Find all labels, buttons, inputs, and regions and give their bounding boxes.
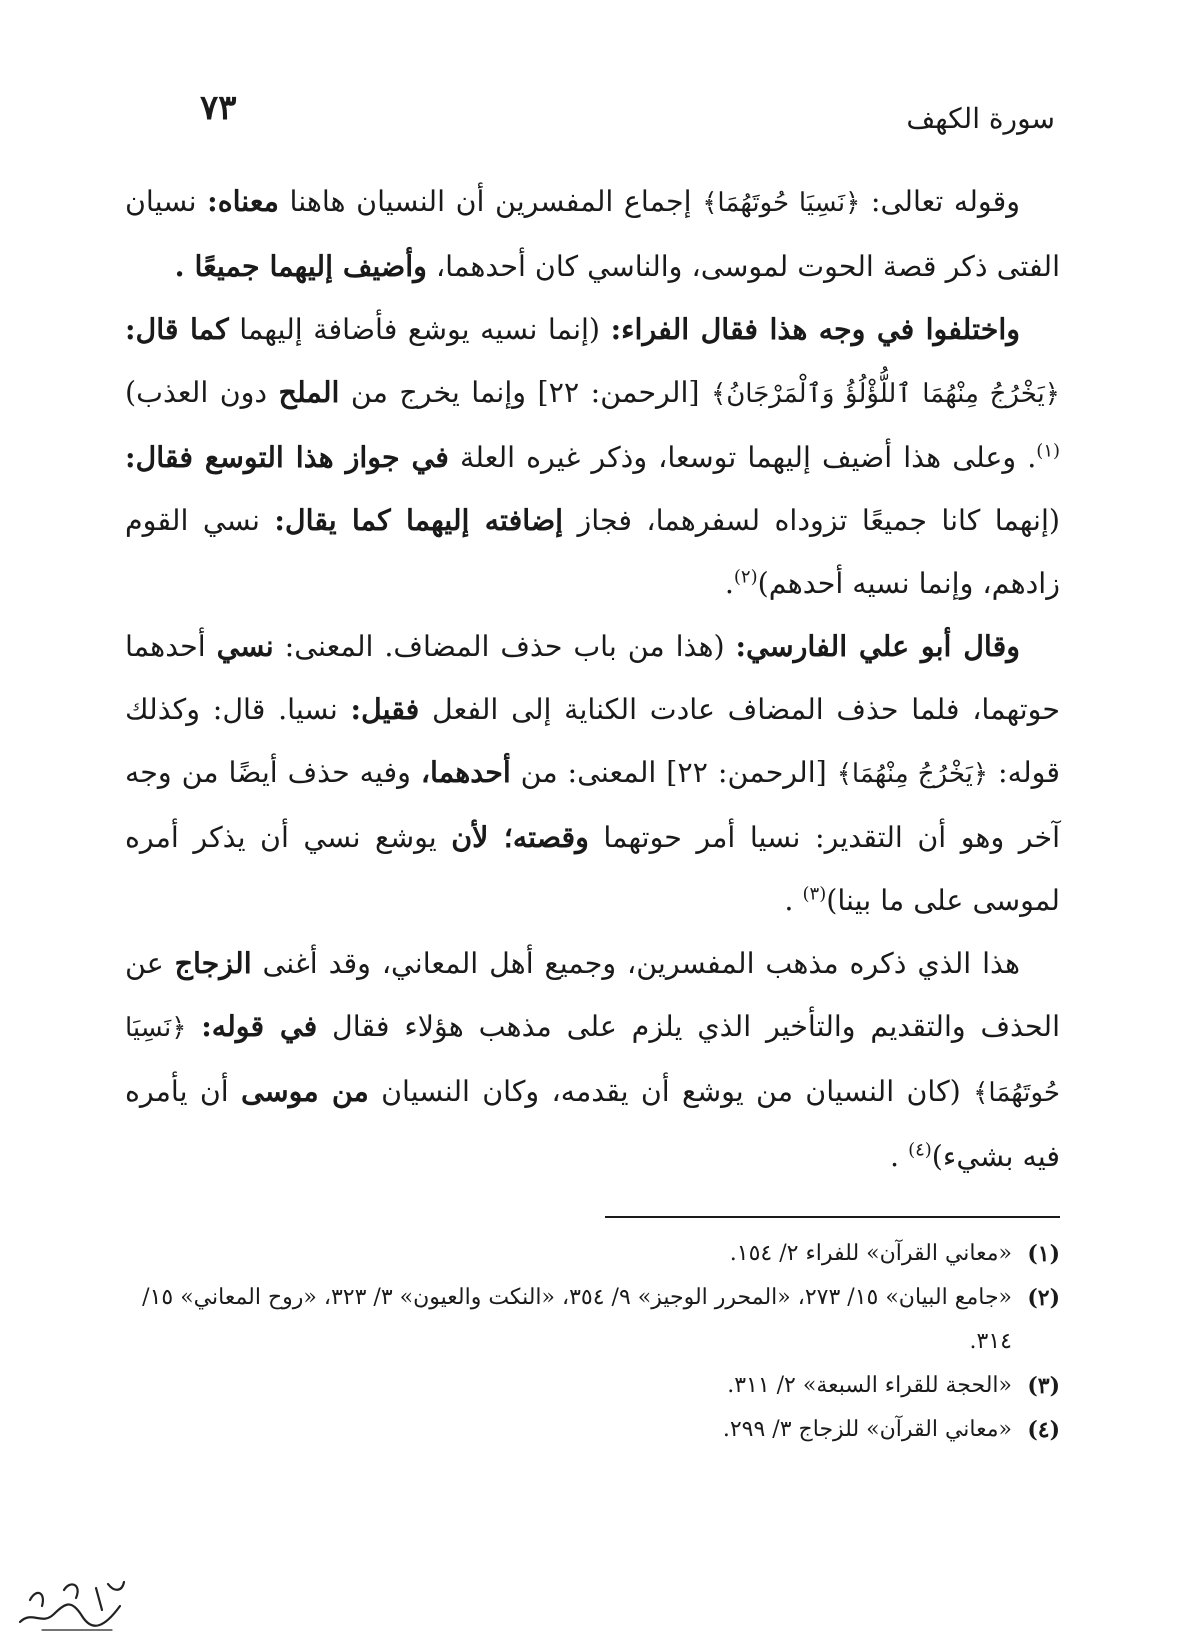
text-run: . — [724, 567, 734, 600]
lead-phrase: وقصته؛ لأن — [451, 820, 589, 854]
footnote-text: «الحجة للقراء السبعة» ٢/ ٣١١. — [727, 1373, 1012, 1398]
text-run: . وعلى هذا أضيف إليهما توسعا، وذكر غيره العلة — [448, 441, 1037, 474]
footnotes — [125, 1232, 1060, 1452]
lead-phrase: أحدهما، — [420, 755, 511, 789]
text-run: نسيا. قال: وكذلك قوله: — [125, 693, 1060, 789]
lead-phrase: واختلفوا في وجه هذا فقال الفراء: — [610, 312, 1020, 346]
lead-phrase: الزجاج — [174, 946, 252, 980]
body-text — [125, 170, 1060, 1188]
footnote-text: «جامع البيان» ١٥/ ٢٧٣، «المحرر الوجيز» ٩/ ٣٥٤، «النكت والعيون» ٣/ ٣٢٣، «روح المعاني» ١٥/ ٣١٤. — [142, 1285, 1012, 1354]
text-run: يوشع نسي أن يذكر أمره لموسى على ما بينا) — [125, 821, 1060, 917]
footnote-text: «معاني القرآن» للزجاج ٣/ ٢٩٩. — [722, 1417, 1012, 1442]
quran-verse: ﴿يَخْرُجُ مِنْهُمَا ٱللُّؤْلُؤُ وَٱلْمَرْجَانُ﴾ — [710, 379, 1060, 409]
footnote-reference: (٤) — [908, 1139, 932, 1161]
paragraph — [125, 298, 1060, 615]
text-run: [الرحمن: ٢٢] المعنى: من — [510, 756, 837, 789]
quran-verse: ﴿نَسِيَا حُوتَهُمَا﴾ — [702, 188, 861, 218]
footnote-item — [125, 1408, 1060, 1452]
text-run: . — [784, 884, 803, 917]
footnote-reference: (٣) — [802, 883, 827, 905]
lead-phrase: في جواز هذا التوسع فقال: — [125, 440, 449, 474]
text-run: أحدهما حوتهما، فلما حذف المضاف عادت الكناية إلى الفعل — [125, 630, 1060, 726]
footnote-divider — [605, 1216, 1060, 1218]
footnote-number: (٤) — [1027, 1417, 1060, 1443]
page-number: ٧٣ — [200, 88, 237, 128]
lead-phrase: من موسى — [241, 1074, 369, 1108]
footnote-item — [125, 1276, 1060, 1364]
text-run: إجماع المفسرين أن النسيان هاهنا — [278, 185, 703, 218]
text-run — [186, 1010, 201, 1043]
paragraph — [125, 615, 1060, 932]
lead-phrase: نسي — [216, 629, 274, 663]
text-run: (إنهما كانا جميعًا تزوداه لسفرهما، فجاز — [563, 504, 1060, 537]
lead-phrase: إضافته إليهما كما يقال: — [274, 503, 564, 537]
lead-phrase: الملح — [278, 375, 340, 409]
text-run: عن الحذف والتقديم والتأخير الذي يلزم على مذهب هؤلاء فقال — [125, 947, 1060, 1043]
footnote-reference: (٢) — [733, 566, 758, 588]
text-run: نسيان الفتى ذكر قصة الحوت لموسى، والناسي كان أحدهما، — [125, 185, 1060, 283]
lead-phrase: وقال أبو علي الفارسي: — [735, 629, 1020, 663]
text-run: أن يأمره فيه بشيء) — [125, 1075, 1060, 1173]
footnote-text: «معاني القرآن» للفراء ٢/ ١٥٤. — [729, 1241, 1012, 1266]
footnote-reference: (١) — [1036, 440, 1061, 462]
lead-phrase: في قوله: — [201, 1009, 318, 1043]
text-run: [الرحمن: ٢٢] وإنما يخرج من — [339, 376, 711, 409]
quran-verse: ﴿نَسِيَا حُوتَهُمَا﴾ — [125, 1013, 1060, 1108]
footnote-number: (٢) — [1027, 1285, 1060, 1311]
text-run: دون العذب) — [125, 376, 279, 409]
paragraph — [125, 170, 1060, 298]
text-run: وفيه حذف أيضًا من وجه آخر وهو أن التقدير: نسيا أمر حوتهما — [125, 756, 1060, 854]
lead-phrase: كما قال: — [125, 312, 229, 346]
text-run: وقوله تعالى: — [860, 185, 1021, 218]
lead-phrase: معناه: — [207, 184, 279, 218]
lead-phrase: وأضيف إليهما جميعًا . — [174, 249, 427, 283]
footnote-number: (٣) — [1027, 1373, 1060, 1399]
footnote-item — [125, 1364, 1060, 1408]
page-header — [200, 88, 1055, 148]
library-stamp-icon — [12, 1570, 132, 1636]
footnote-item — [125, 1232, 1060, 1276]
text-run: (كان النسيان من يوشع أن يقدمه، وكان النسيان — [368, 1075, 974, 1108]
footnote-number: (١) — [1027, 1241, 1060, 1267]
text-run: (إنما نسيه يوشع فأضافة إليهما — [228, 313, 611, 346]
paragraph — [125, 932, 1060, 1188]
quran-verse: ﴿يَخْرُجُ مِنْهُمَا﴾ — [836, 759, 989, 789]
text-run: . — [889, 1140, 909, 1173]
lead-phrase: فقيل: — [350, 692, 420, 726]
running-title: سورة الكهف — [906, 102, 1055, 135]
text-run: (هذا من باب حذف المضاف. المعنى: — [273, 630, 736, 663]
text-run: نسي القوم زادهم، وإنما نسيه أحدهم) — [125, 504, 1060, 600]
text-run: هذا الذي ذكره مذهب المفسرين، وجميع أهل المعاني، وقد أغنى — [251, 947, 1020, 980]
